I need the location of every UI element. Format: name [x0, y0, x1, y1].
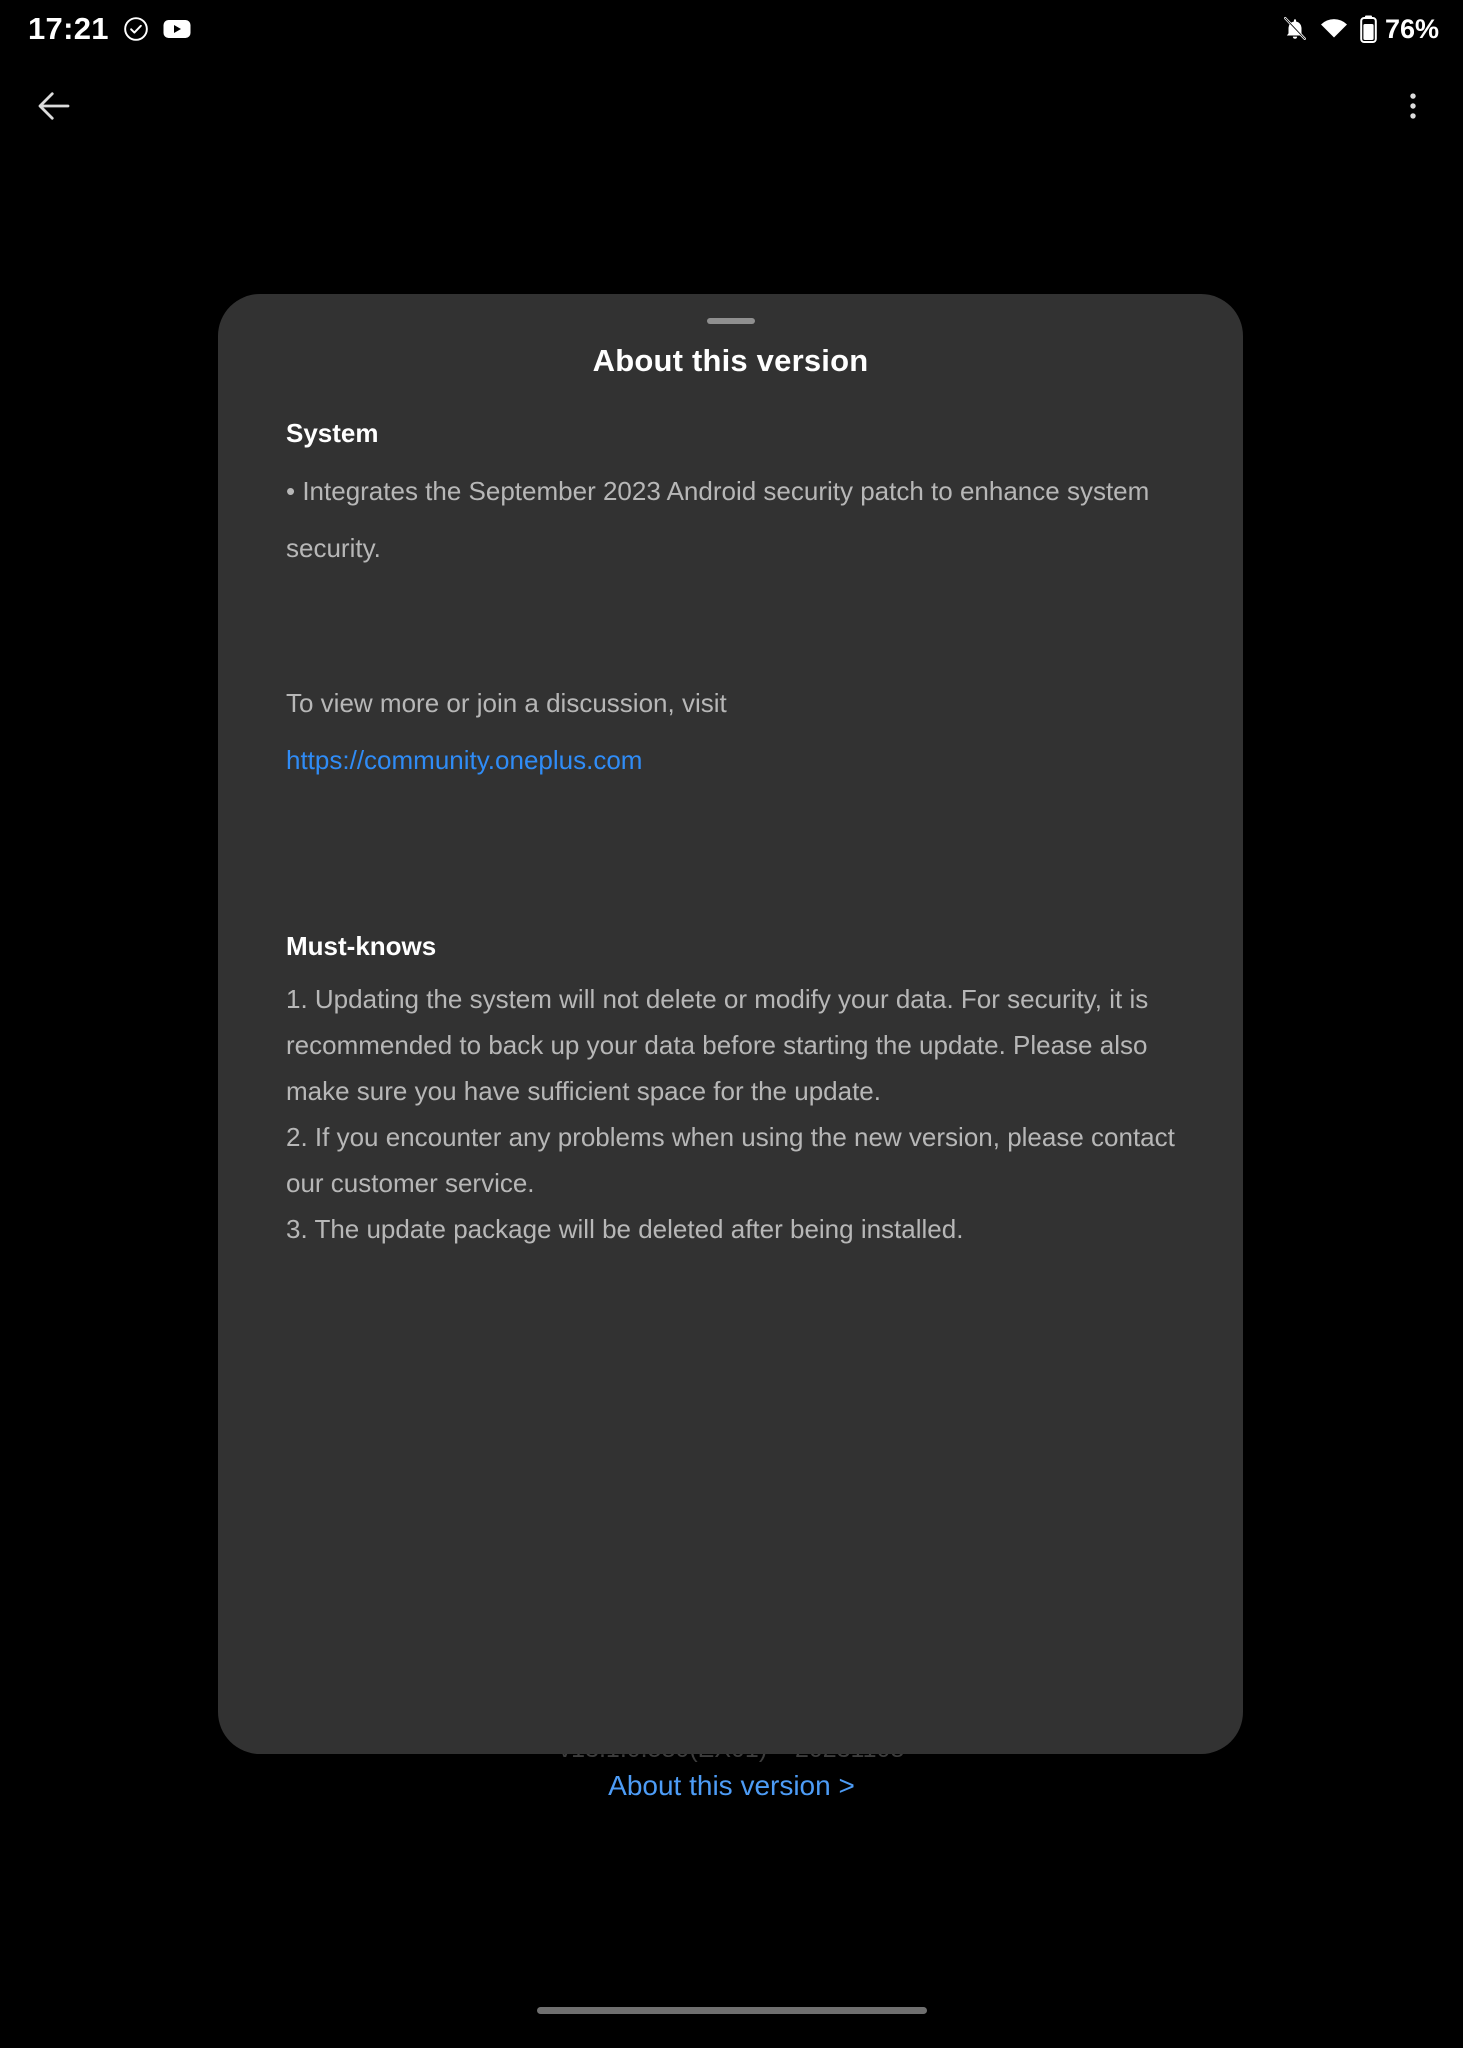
list-item: 2. If you encounter any problems when using the new version, please contact our customer service. — [286, 1122, 1175, 1198]
battery-percent-label: 76% — [1384, 13, 1439, 44]
about-this-version-link[interactable]: About this version > — [608, 1770, 855, 1801]
community-link[interactable]: https://community.oneplus.com — [286, 745, 643, 775]
sheet-scroll-body[interactable] — [218, 398, 1243, 1754]
section-heading-must-knows: Must-knows — [286, 931, 437, 961]
status-clock: 17:21 — [28, 11, 109, 46]
spacer — [286, 577, 1175, 661]
sheet-title: About this version — [592, 343, 869, 378]
home-gesture-bar[interactable] — [537, 2007, 927, 2014]
discussion-note: To view more or join a discussion, visit — [286, 688, 727, 718]
list-item: 3. The update package will be deleted after being installed. — [286, 1214, 964, 1244]
section-body-system: • Integrates the September 2023 Android security patch to enhance system security. — [286, 476, 1150, 563]
must-knows-list — [286, 976, 1175, 1252]
spacer — [286, 789, 1175, 911]
list-item: 1. Updating the system will not delete or modify your data. For security, it is recommended to back up your data before starting the update. Please also make sure you have sufficient space for the update. — [286, 984, 1149, 1106]
sheet-drag-handle[interactable] — [707, 318, 755, 324]
section-heading-system: System — [286, 418, 379, 448]
about-version-sheet — [218, 294, 1243, 1754]
